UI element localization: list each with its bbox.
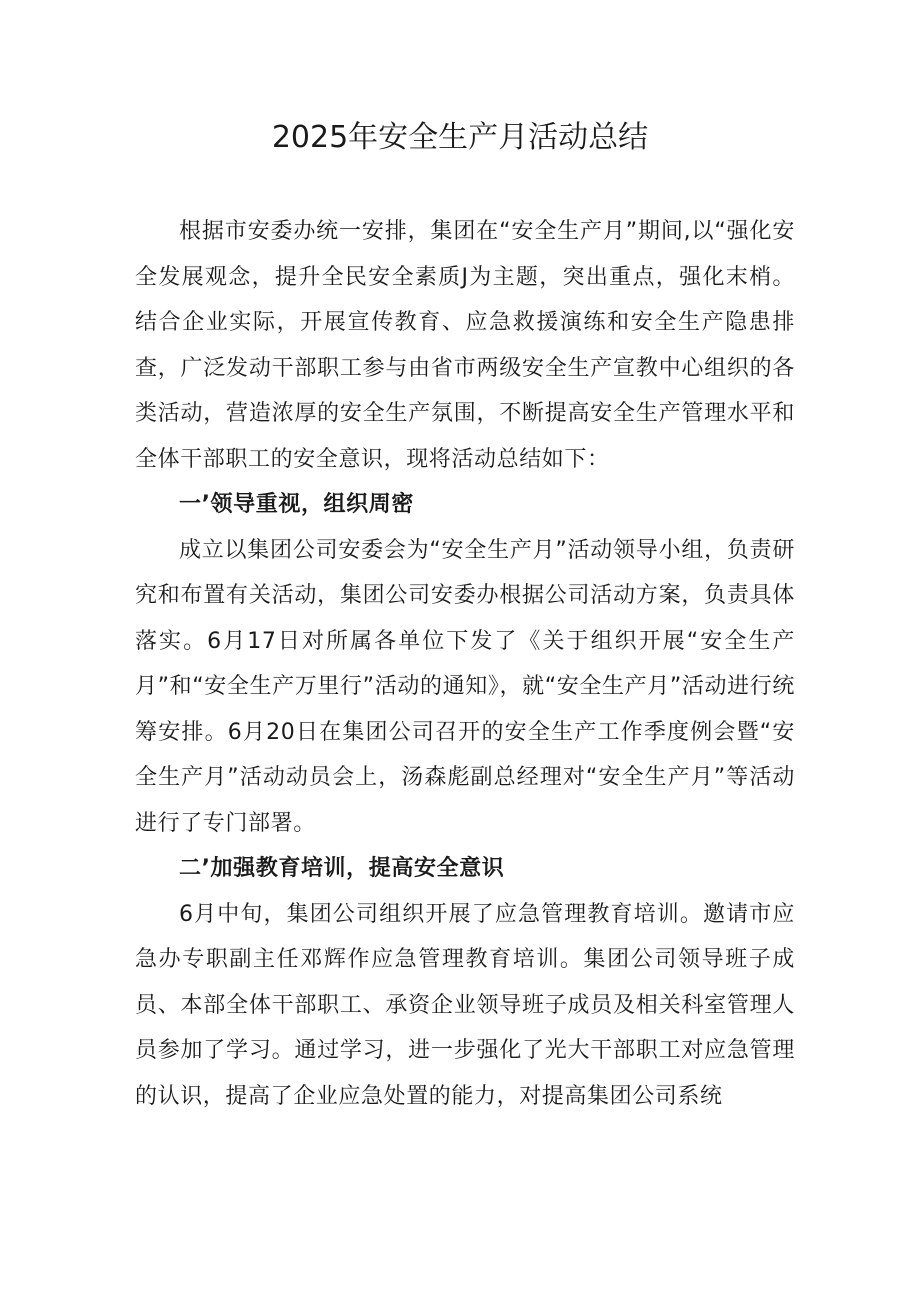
section-paragraph-2: 6月中旬，集团公司组织开展了应急管理教育培训。邀请市应急办专职副主任邓辉作应急管理教育培训。集团公司领导班子成员、本部全体干部职工、承资企业领导班子成员及相关科室管理人员参加了学习。通过学习，进一步强化了光大干部职工对应急管理的认识，提高了企业应急处置的能力，对提高集团公司系统 (135, 901, 795, 1109)
section-paragraph-1: 成立以集团公司安委会为“安全生产月”活动领导小组，负责研究和布置有关活动，集团公司安委办根据公司活动方案，负责具体落实。6月17日对所属各单位下发了《关于组织开展“安全生产月”和“安全生产万里行”活动的通知》，就“安全生产月”活动进行统筹安排。6月20日在集团公司召开的安全生产工作季度例会暨“安全生产月”活动动员会上，汤森彪副总经理对“安全生产月”等活动进行了专门部署。 (135, 537, 795, 836)
section-heading-1: 一’领导重视，组织周密 (179, 492, 414, 517)
document-title: 2025年安全生产月活动总结 (271, 120, 649, 155)
section-heading-2: 二’加强教育培训，提高安全意识 (179, 856, 505, 881)
document-body (135, 209, 795, 1119)
intro-paragraph: 根据市安委办统一安排，集团在“安全生产月”期间,以“强化安全发展观念，提升全民安全素质J为主题，突出重点，强化末梢。结合企业实际，开展宣传教育、应急救援演练和安全生产隐患排查，广泛发动干部职工参与由省市两级安全生产宣教中心组织的各类活动，营造浓厚的安全生产氛围，不断提高安全生产管理水平和全体干部职工的安全意识，现将活动总结如下： (135, 219, 795, 472)
